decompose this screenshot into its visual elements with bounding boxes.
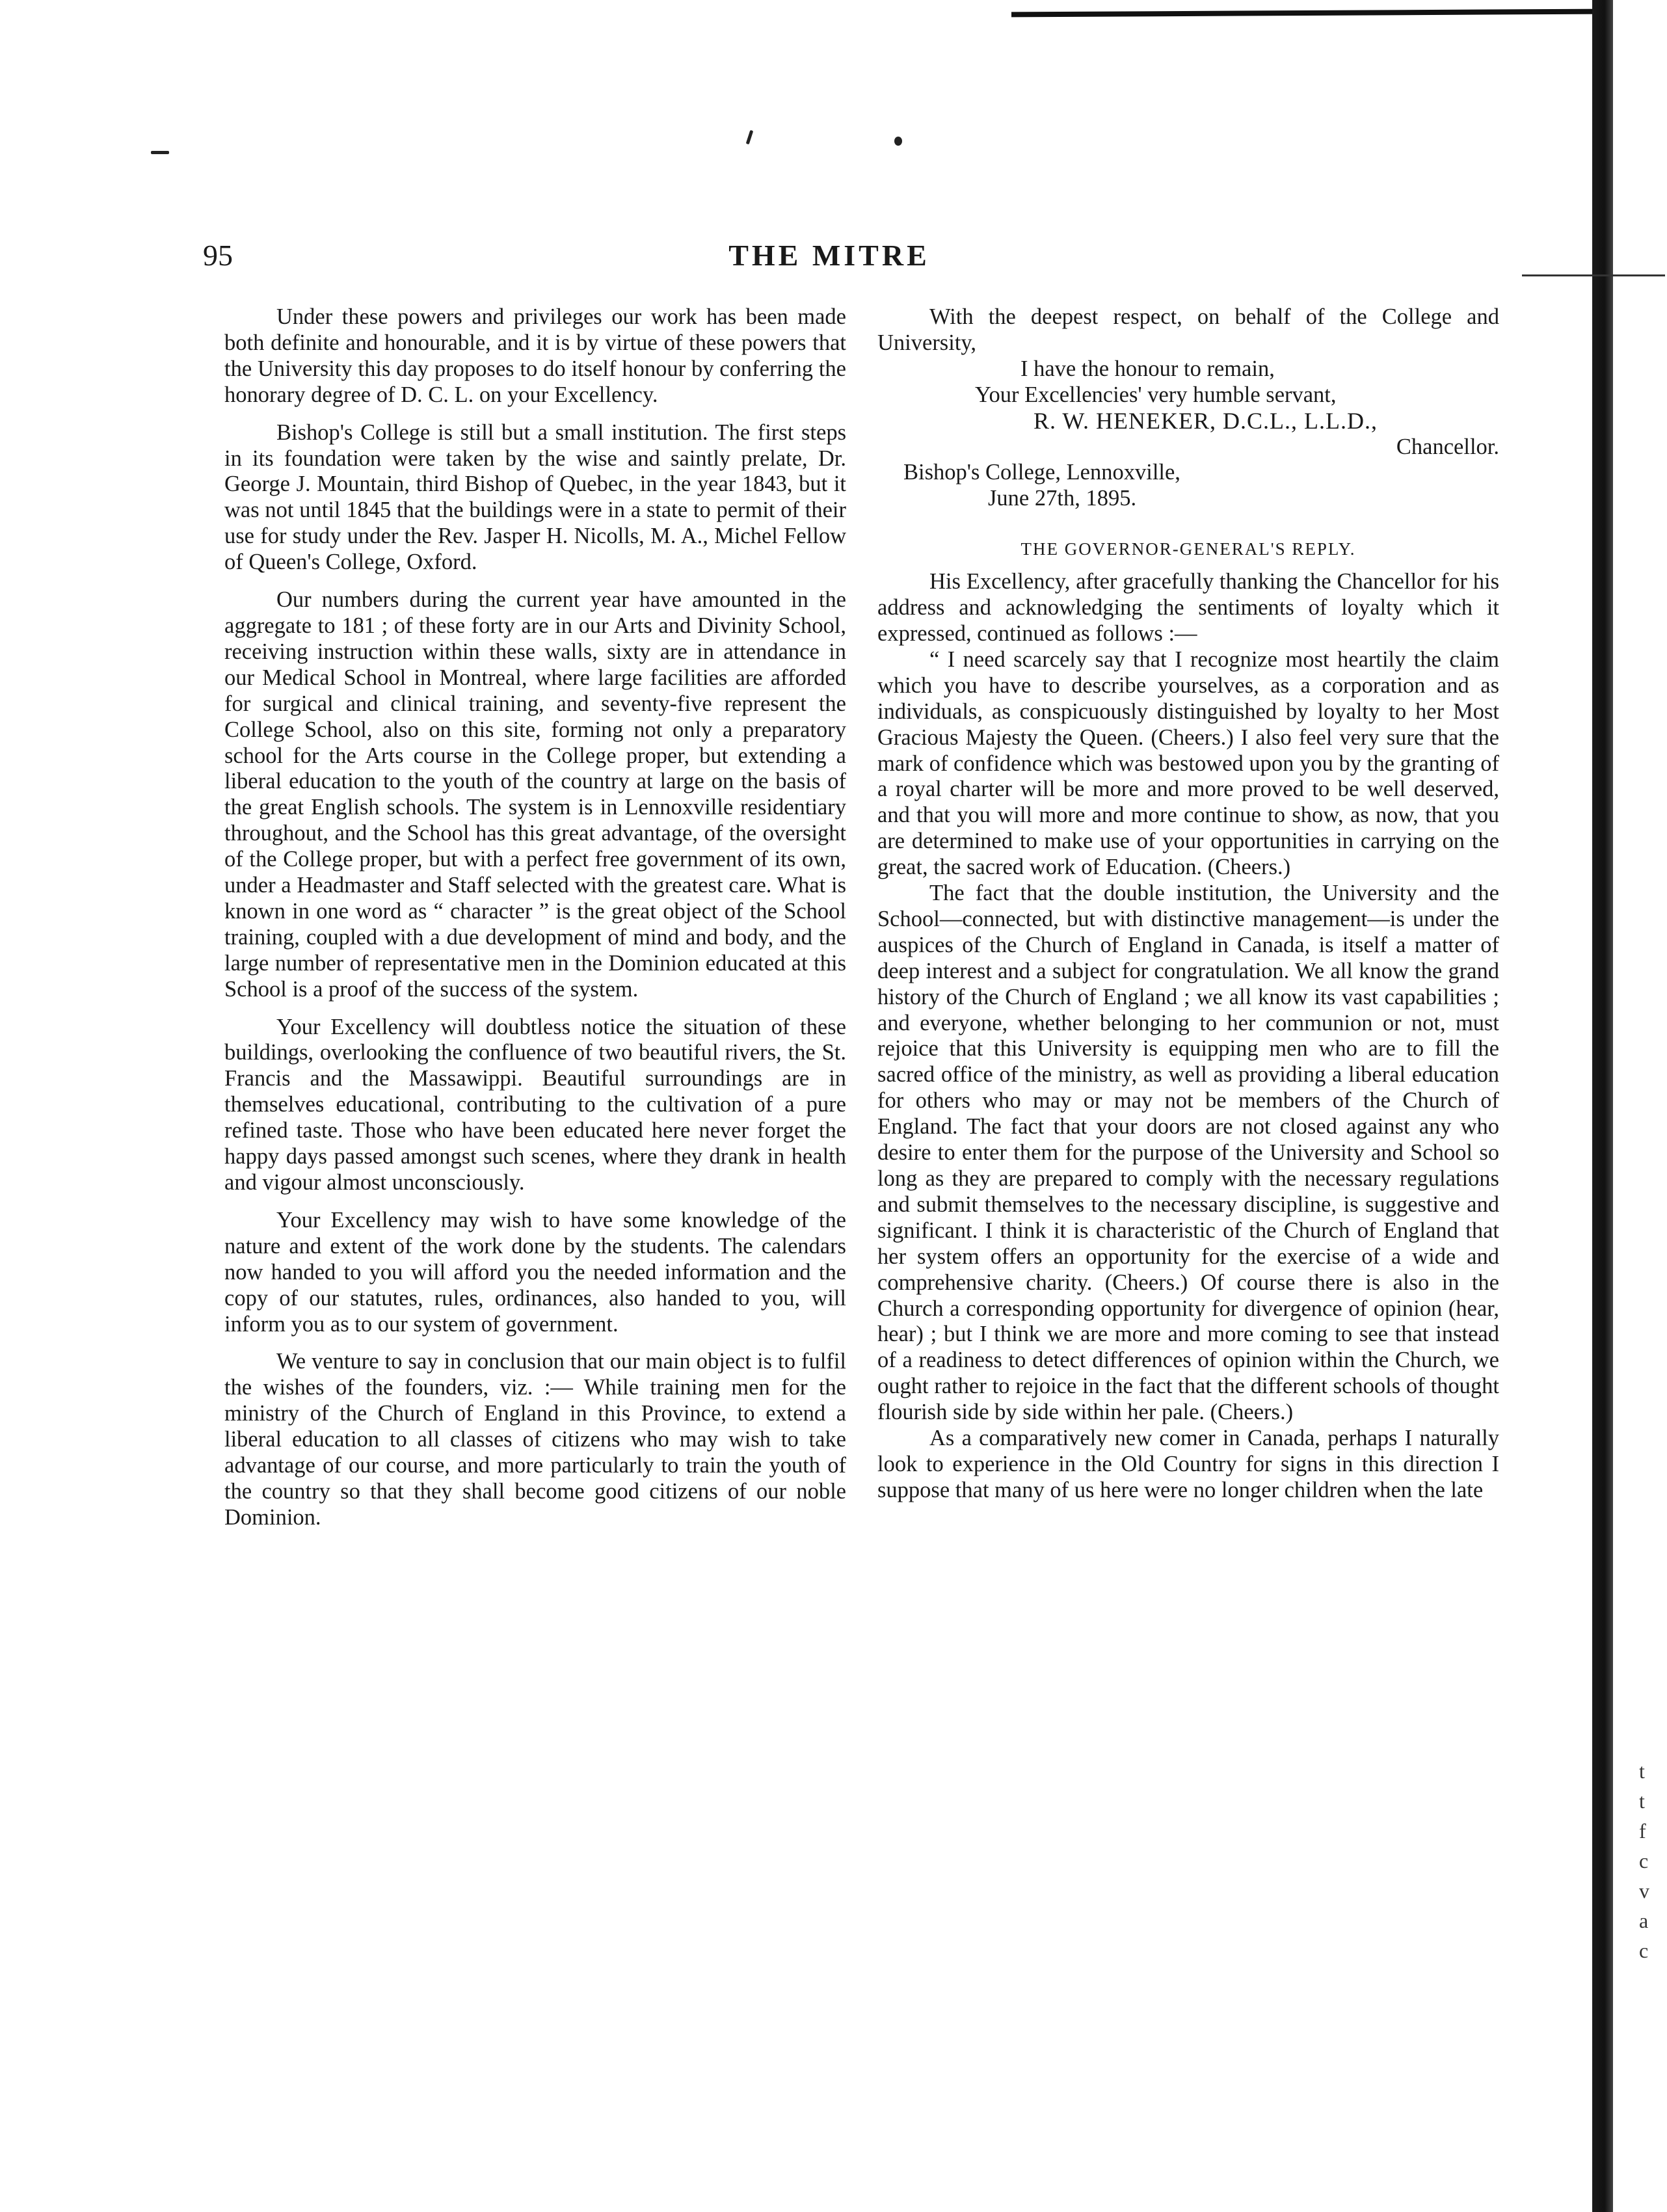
margin-letter: a <box>1639 1909 1649 1932</box>
left-column <box>224 304 846 1531</box>
margin-letter: c <box>1639 1939 1649 1962</box>
page-header <box>195 234 1463 280</box>
paragraph: Bishop's College is still but a small institution. The first steps in its foundation were taken by the wise and saintly prelate, Dr. George J. Mountain, third Bishop of Quebec, in the year 1843, but it was not until 1845 that the buildings were in a state to permit of their use for study under the Rev. Jasper H. Nicolls, M. A., Michel Fellow of Queen's College, Oxford. <box>224 420 846 575</box>
top-edge-rule <box>1011 9 1602 18</box>
signatory-title: Chancellor. <box>1396 434 1499 459</box>
bleed-through-margin-text <box>1639 1756 1665 1965</box>
signature-block <box>877 356 1499 512</box>
header-rule <box>1522 274 1665 276</box>
paragraph: Your Excellency will doubtless notice the situation of these buildings, overlooking the confluence of two beautiful rivers, the St. Francis and the Massawippi. Beautiful surroundings are in themselves educational, contributing to the cultivation of a pure refined taste. Those who have been educated here never forget the happy days passed amongst such scenes, where they drank in health and vigour almost unconsciously. <box>224 1014 846 1195</box>
ink-speck <box>151 151 169 154</box>
servant-line: Your Excellencies' very humble servant, <box>975 382 1337 407</box>
paragraph: Under these powers and privileges our work has been made both definite and honourable, and it is by virtue of these powers that the University this day proposes to do itself honour by conferring the honorary degree of D. C. L. on your Excellency. <box>224 304 846 407</box>
paragraph: The fact that the double institution, the University and the School—connected, but with distinctive management—is under the auspices of the Church of England in Canada, is itself a matter of deep interest and a subject for congratulation. We all know the grand history of the Church of England ; we all know its vast capabilities ; and everyone, whether belonging to her communion or not, must rejoice that this University is equipping men who are to fill the sacred office of the ministry, as well as providing a liberal education for others who may or may not be members of the Church of England. The fact that your doors are not closed against any who desire to enter them for the purpose of the University and School so long as they are prepared to comply with the necessary regulations and submit themselves to the necessary discipline, is suggestive and significant. I think it is characteristic of the Church of England that her system offers an opportunity for the exercise of a wide and comprehensive charity. (Cheers.) Of course there is also in the Church a corresponding opportunity for divergence of opinion (hear, hear) ; but I think we are more and more coming to see that instead of a readiness to detect differences of opinion within the Church, we ought rather to rejoice in the fact that the different schools of thought flourish side by side within her pale. (Cheers.) <box>877 881 1499 1425</box>
paragraph: Your Excellency may wish to have some knowledge of the nature and extent of the work done by the students. The calendars now handed to you will afford you the needed information and the copy of our statutes, rules, ordinances, also handed to you, will inform you as to our system of government. <box>224 1207 846 1337</box>
signatory-name: R. W. HENEKER, D.C.L., L.L.D., <box>1034 407 1378 434</box>
margin-letter: v <box>1639 1879 1649 1902</box>
closing-line: I have the honour to remain, <box>1020 356 1275 381</box>
paragraph: We venture to say in conclusion that our main object is to fulfil the wishes of the founders, viz. :— While training men for the ministry of the Church of England in this Province, to extend a liberal education to all classes of citizens who may wish to take advantage of our course, and more particularly to train the youth of the country so that they shall become good citizens of our noble Dominion. <box>224 1349 846 1530</box>
paragraph: “ I need scarcely say that I recognize most heartily the claim which you have to describe yourselves, as a corporation and as individuals, as conspicuously distinguished by loyalty to her Most Gracious Majesty the Queen. (Cheers.) I also feel very sure that the mark of confidence which was bestowed upon you by the granting of a royal charter will be more and more proved to be well deserved, and that you will more and more continue to show, as now, that you are determined to make use of your opportunities in carrying on the great, the sacred work of Education. (Cheers.) <box>877 646 1499 880</box>
section-heading: THE GOVERNOR-GENERAL'S REPLY. <box>1020 539 1356 559</box>
paragraph: His Excellency, after gracefully thanking the Chancellor for his address and acknowledging the sentiments of loyalty which it expressed, continued as follows :— <box>877 569 1499 646</box>
place-line: Bishop's College, Lennoxville, <box>903 460 1180 485</box>
margin-letter: c <box>1639 1849 1649 1872</box>
ink-speck <box>894 137 902 146</box>
binding-edge-shadow <box>1592 0 1613 2212</box>
margin-letter: t <box>1639 1789 1645 1813</box>
date-line: June 27th, 1895. <box>988 486 1137 511</box>
paragraph: As a comparatively new comer in Canada, perhaps I naturally look to experience in the Old Country for signs in this direction I suppose that many of us here were no longer children when the late <box>877 1426 1499 1502</box>
letter-closing-paragraph: With the deepest respect, on behalf of the College and University, <box>877 304 1499 355</box>
margin-letter: f <box>1639 1819 1646 1843</box>
margin-letter: t <box>1639 1759 1645 1783</box>
right-column <box>877 304 1499 1504</box>
running-title: THE MITRE <box>728 239 930 272</box>
ink-speck <box>746 130 754 144</box>
page-number: 95 <box>203 239 233 272</box>
paragraph: Our numbers during the current year have amounted in the aggregate to 181 ; of these forty are in our Arts and Divinity School, receiving instruction within these walls, sixty are in attendance in our Medical School in Montreal, where large facilities are afforded for surgical and clinical training, and seventy-five represent the College School, also on this site, forming not only a preparatory school for the Arts course in the College proper, but extending a liberal education to the youth of the country at large on the basis of the great English schools. The system is in Lennoxville residentiary throughout, and the School has this great advantage, of the oversight of the College proper, but with a perfect free government of its own, under a Headmaster and Staff selected with the greatest care. What is known in one word as “ character ” is the great object of the School training, coupled with a due development of mind and body, and the large number of representative men in the Dominion educated at this School is a proof of the success of the system. <box>224 587 846 1002</box>
